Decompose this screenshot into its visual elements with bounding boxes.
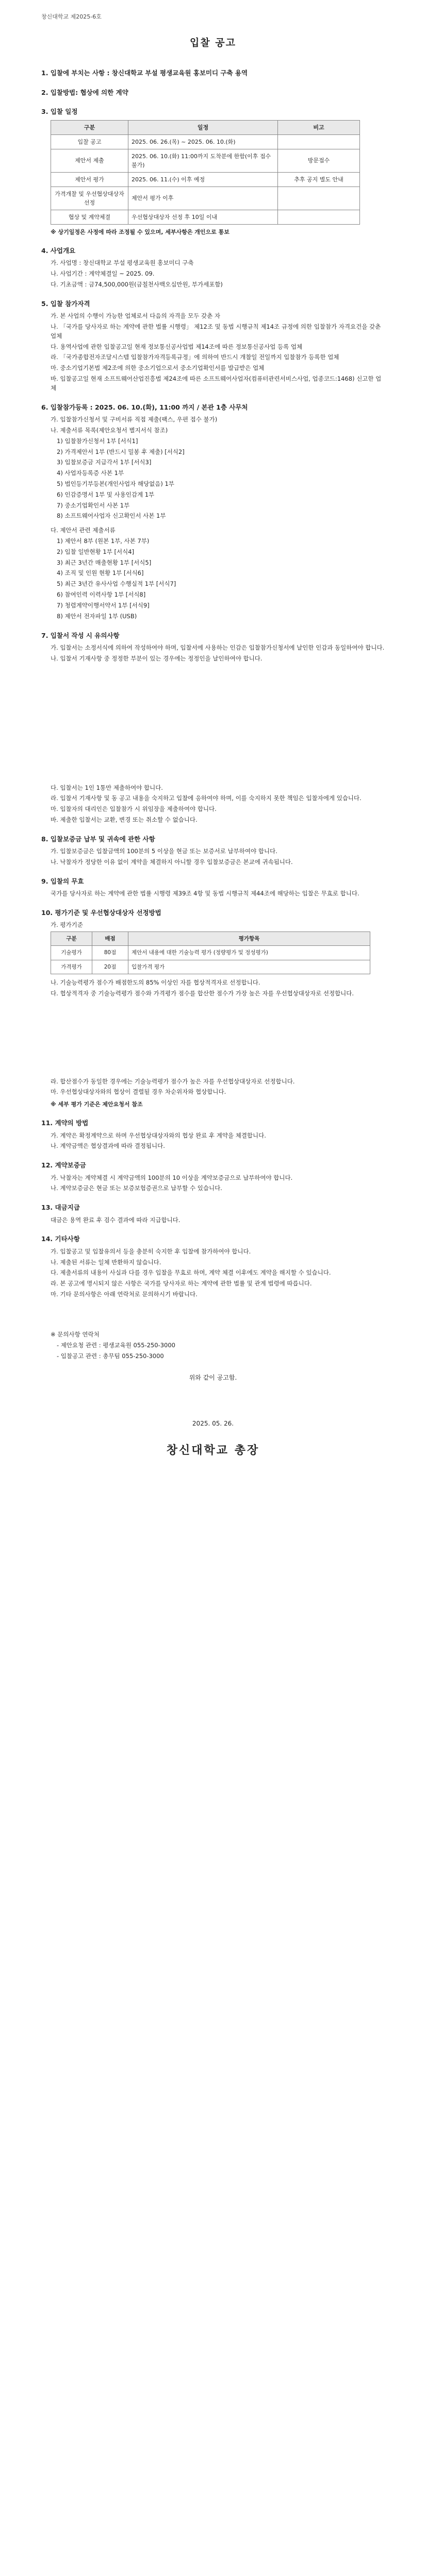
table-cell: 방문접수	[278, 149, 360, 172]
notice-date: 2025. 05. 26.	[192, 1419, 234, 1427]
section-12-title: 12. 계약보증금	[41, 1161, 86, 1170]
table-cell: 80점	[92, 946, 128, 960]
list-item: 8) 제안서 전자파일 1부 (USB)	[57, 612, 137, 620]
list-item: 다. 제안서 관련 제출서류	[51, 527, 116, 534]
list-item: 나. 계약금액은 협상결과에 따라 결정됩니다.	[51, 1142, 165, 1150]
section-1	[41, 68, 385, 78]
contact-line: - 입찰공고 관련 : 총무팀 055-250-3000	[57, 1352, 164, 1360]
section-11	[41, 1118, 385, 1151]
table-row	[51, 210, 360, 224]
section-2-title: 2. 입찰방법: 협상에 의한 계약	[41, 88, 128, 96]
section-13	[41, 1202, 385, 1225]
list-item: 다. 기초금액 : 금74,500,000원(금칠천사백오십만원, 부가세포함)	[51, 281, 223, 289]
table-cell: 입찰가격 평가	[128, 960, 370, 974]
section-13-title: 13. 대금지급	[41, 1204, 80, 1212]
list-item: 라. 본 공고에 명시되지 않은 사항은 국가를 당사자로 하는 계약에 관한 법률 및 관계 법령에 따릅니다.	[51, 1280, 312, 1287]
list-item: 가. 입찰서는 소정서식에 의하여 작성하여야 하며, 입찰서에 사용하는 인감은 입찰참가신청서에 날인한 인감과 동일하여야 합니다.	[51, 643, 385, 651]
schedule-table	[51, 120, 360, 225]
list-item: 라. 입찰서 기재사항 및 동 공고 내용을 숙지하고 입찰에 응하여야 하며, 이를 숙지하지 못한 책임은 입찰자에게 있습니다.	[51, 794, 362, 802]
evaluation-note: ※ 세부 평가 기준은 제안요청서 참조	[51, 1101, 143, 1108]
table-cell	[278, 187, 360, 210]
evaluation-header-cell: 평가항목	[128, 932, 370, 946]
list-item: 바. 제출한 입찰서는 교환, 변경 또는 취소할 수 없습니다.	[51, 816, 198, 823]
list-item: 나. 낙찰자가 정당한 이유 없이 계약을 체결하지 아니할 경우 입찰보증금은 본교에 귀속됩니다.	[51, 858, 293, 866]
list-item: 마. 우선협상대상자와의 협상이 결렬될 경우 차순위자와 협상합니다.	[51, 1088, 226, 1096]
table-row	[51, 187, 360, 210]
table-cell: 2025. 06. 26.(목) ~ 2025. 06. 10.(화)	[128, 134, 278, 149]
list-item: 가. 계약은 확정계약으로 하며 우선협상대상자와의 협상 완료 후 계약을 체결합니다.	[51, 1131, 266, 1139]
table-row	[51, 134, 360, 149]
spacer	[41, 1000, 385, 1077]
section-14	[41, 1234, 385, 1299]
table-cell	[278, 134, 360, 149]
section-12	[41, 1160, 385, 1193]
list-item: 가. 입찰보증금은 입찰금액의 100분의 5 이상을 현금 또는 보증서로 납부하여야 합니다.	[51, 848, 277, 855]
table-cell: 2025. 06. 11.(수) 이후 예정	[128, 172, 278, 187]
list-item: 가. 평가기준	[51, 921, 83, 929]
table-row	[51, 960, 370, 974]
list-item: 2) 가격제안서 1부 (반드시 밀봉 후 제출) [서식2]	[57, 448, 185, 455]
contact-title: ※ 문의사항 연락처	[51, 1330, 100, 1338]
section-5	[41, 299, 385, 393]
list-item: 마. 기타 문의사항은 아래 연락처로 문의하시기 바랍니다.	[51, 1291, 198, 1298]
contact-line: - 제안요청 관련 : 평생교육원 055-250-3000	[57, 1341, 175, 1349]
section-7-title: 7. 입찰서 작성 시 유의사항	[41, 631, 120, 639]
list-item: 5) 최근 3년간 유사사업 수행실적 1부 [서식7]	[57, 580, 176, 588]
list-item: 국가를 당사자로 하는 계약에 관한 법률 시행령 제39조 4항 및 동법 시행규칙 제44조에 해당하는 입찰은 무효로 합니다.	[51, 890, 359, 897]
list-item: 6) 참여인력 이력사항 1부 [서식8]	[57, 591, 146, 599]
section-3	[41, 107, 385, 236]
table-cell: 제안서 평가 이후	[128, 187, 278, 210]
table-row	[51, 172, 360, 187]
list-item: 나. 계약보증금은 현금 또는 보증보험증권으로 납부할 수 있습니다.	[51, 1184, 222, 1192]
evaluation-table	[51, 931, 370, 974]
table-row	[51, 149, 360, 172]
table-cell: 우선협상대상자 선정 후 10일 이내	[128, 210, 278, 224]
list-item: 나. 기술능력평가 점수가 배점한도의 85% 이상인 자를 협상적격자로 선정합니다.	[51, 978, 260, 986]
section-8-title: 8. 입찰보증금 납부 및 귀속에 관한 사항	[41, 835, 155, 843]
table-cell: 기술평가	[51, 946, 92, 960]
list-item: 3) 최근 3년간 매출현황 1부 [서식5]	[57, 558, 152, 566]
evaluation-header-row	[51, 932, 370, 946]
list-item: 7) 중소기업확인서 사본 1부	[57, 501, 130, 509]
table-cell: 제안서 내용에 대한 기술능력 평가 (정량평가 및 정성평가)	[128, 946, 370, 960]
section-3-title: 3. 입찰 일정	[41, 108, 78, 116]
list-item: 다. 용역사업에 관한 입찰공고일 현재 정보통신공사업법 제14조에 따른 정보통신공사업 등록 업체	[51, 343, 303, 350]
section-6-title: 6. 입찰참가등록 : 2025. 06. 10.(화), 11:00 까지 / 본관 1층 사무처	[41, 403, 248, 411]
section-8	[41, 834, 385, 867]
list-item: 2) 입찰 일반현황 1부 [서식4]	[57, 548, 135, 555]
notice-number: 창신대학교 제2025-6호	[41, 13, 102, 20]
list-item: 8) 소프트웨어사업자 신고확인서 사본 1부	[57, 512, 166, 520]
table-cell: 제안서 평가	[51, 172, 128, 187]
section-5-title: 5. 입찰 참가자격	[41, 299, 90, 308]
list-item: 바. 입찰공고일 현재 소프트웨어산업진흥법 제24조에 따른 소프트웨어사업자(컴퓨터관련서비스사업, 업종코드:1468) 신고한 업체	[51, 375, 382, 392]
section-9-title: 9. 입찰의 무효	[41, 877, 84, 885]
list-item: 라. 합산점수가 동일한 경우에는 기술능력평가 점수가 높은 자를 우선협상대상자로 선정합니다.	[51, 1077, 295, 1085]
section-9	[41, 876, 385, 899]
section-11-title: 11. 계약의 방법	[41, 1119, 89, 1127]
section-10-title: 10. 평가기준 및 우선협상대상자 선정방법	[41, 908, 161, 917]
section-6	[41, 402, 385, 621]
schedule-header-cell: 일정	[128, 120, 278, 134]
list-item: 가. 사업명 : 창신대학교 부설 평생교육원 홍보미디 구축	[51, 259, 194, 267]
list-item: 7) 청렴계약이행서약서 1부 [서식9]	[57, 601, 150, 609]
issuer-signature: 창신대학교 총장	[166, 1444, 260, 1457]
contact-block	[41, 1330, 385, 1361]
list-item: 나. 입찰서 기재사항 중 정정한 부분이 있는 경우에는 정정인을 날인하여야 합니다.	[51, 654, 263, 662]
table-cell	[278, 210, 360, 224]
section-10	[41, 908, 385, 1109]
list-item: 마. 입찰자의 대리인은 입찰참가 시 위임장을 제출하여야 합니다.	[51, 805, 217, 813]
list-item: 마. 중소기업기본법 제2조에 의한 중소기업으로서 중소기업확인서를 발급받은 업체	[51, 364, 265, 372]
list-item: 나. 제출된 서류는 일체 반환하지 않습니다.	[51, 1258, 161, 1266]
schedule-header-cell: 구분	[51, 120, 128, 134]
section-4	[41, 246, 385, 290]
list-item: 나. 「국가를 당사자로 하는 계약에 관한 법률 시행령」 제12조 및 동법 시행규칙 제14조 규정에 의한 입찰참가 자격요건을 갖춘 업체	[51, 323, 381, 340]
list-item: 4) 조직 및 인원 현황 1부 [서식6]	[57, 569, 144, 577]
list-item: 나. 사업기간 : 계약체결일 ~ 2025. 09.	[51, 270, 155, 278]
list-item: 라. 「국가종합전자조달시스템 입찰참가자격등록규정」에 의하여 반드시 개찰일 전일까지 입찰참가 등록한 업체	[51, 353, 339, 361]
list-item: 6) 인감증명서 1부 및 사용인감계 1부	[57, 490, 155, 498]
page-title: 입찰 공고	[189, 37, 237, 49]
list-item: 나. 제출서류 목록(제안요청서 별지서식 참조)	[51, 426, 168, 434]
list-item: 다. 제출서류의 내용이 사실과 다를 경우 입찰을 무효로 하며, 계약 체결 이후에도 계약을 해지할 수 있습니다.	[51, 1269, 331, 1277]
table-cell: 가격개찰 및 우선협상대상자 선정	[51, 187, 128, 210]
section-7	[41, 631, 385, 825]
list-item: 4) 사업자등록증 사본 1부	[57, 469, 124, 477]
list-item: 5) 법인등기부등본(개인사업자 해당없음) 1부	[57, 480, 174, 487]
table-cell: 가격평가	[51, 960, 92, 974]
list-item: 가. 입찰참가신청서 및 구비서류 직접 제출(팩스, 우편 접수 불가)	[51, 416, 218, 423]
table-cell: 입찰 공고	[51, 134, 128, 149]
list-item: 가. 입찰공고 및 입찰유의서 등을 충분히 숙지한 후 입찰에 참가하여야 합니다.	[51, 1247, 251, 1255]
list-item: 1) 입찰참가신청서 1부 [서식1]	[57, 437, 138, 445]
table-row	[51, 946, 370, 960]
evaluation-header-cell: 배점	[92, 932, 128, 946]
table-cell: 협상 및 계약체결	[51, 210, 128, 224]
section-4-title: 4. 사업개요	[41, 247, 76, 255]
schedule-header-cell: 비고	[278, 120, 360, 134]
section-14-title: 14. 기타사항	[41, 1235, 80, 1243]
table-cell: 20점	[92, 960, 128, 974]
list-item: 다. 입찰서는 1인 1통만 제출하여야 합니다.	[51, 784, 163, 791]
table-cell: 제안서 제출	[51, 149, 128, 172]
list-item: 3) 입찰보증금 지급각서 1부 [서식3]	[57, 459, 152, 466]
list-item: 가. 본 사업의 수행이 가능한 업체로서 다음의 자격을 모두 갖춘 자	[51, 312, 221, 320]
spacer	[41, 665, 385, 784]
schedule-note: ※ 상기일정은 사정에 따라 조정될 수 있으며, 세부사항은 개인으로 통보	[51, 228, 230, 235]
list-item: 다. 협상적격자 중 기술능력평가 점수와 가격평가 점수를 합산한 점수가 가장 높은 자를 우선협상대상자로 선정합니다.	[51, 989, 354, 997]
schedule-header-row	[51, 120, 360, 134]
section-2	[41, 88, 385, 97]
table-cell: 2025. 06. 10.(화) 11:00까지 도착분에 한함(이후 접수불가)	[128, 149, 278, 172]
list-item: 대금은 용역 완료 후 검수 결과에 따라 지급합니다.	[51, 1216, 181, 1224]
evaluation-header-cell: 구분	[51, 932, 92, 946]
closing-text: 위와 같이 공고함.	[189, 1374, 237, 1382]
list-item: 1) 제안서 8부 (원본 1부, 사본 7부)	[57, 537, 150, 545]
section-1-title: 1. 입찰에 부치는 사항 : 창신대학교 부설 평생교육원 홍보미디 구축 용역	[41, 69, 248, 77]
list-item: 가. 낙찰자는 계약체결 시 계약금액의 100분의 10 이상을 계약보증금으로 납부하여야 합니다.	[51, 1174, 293, 1181]
table-cell: 추후 공지 별도 안내	[278, 172, 360, 187]
